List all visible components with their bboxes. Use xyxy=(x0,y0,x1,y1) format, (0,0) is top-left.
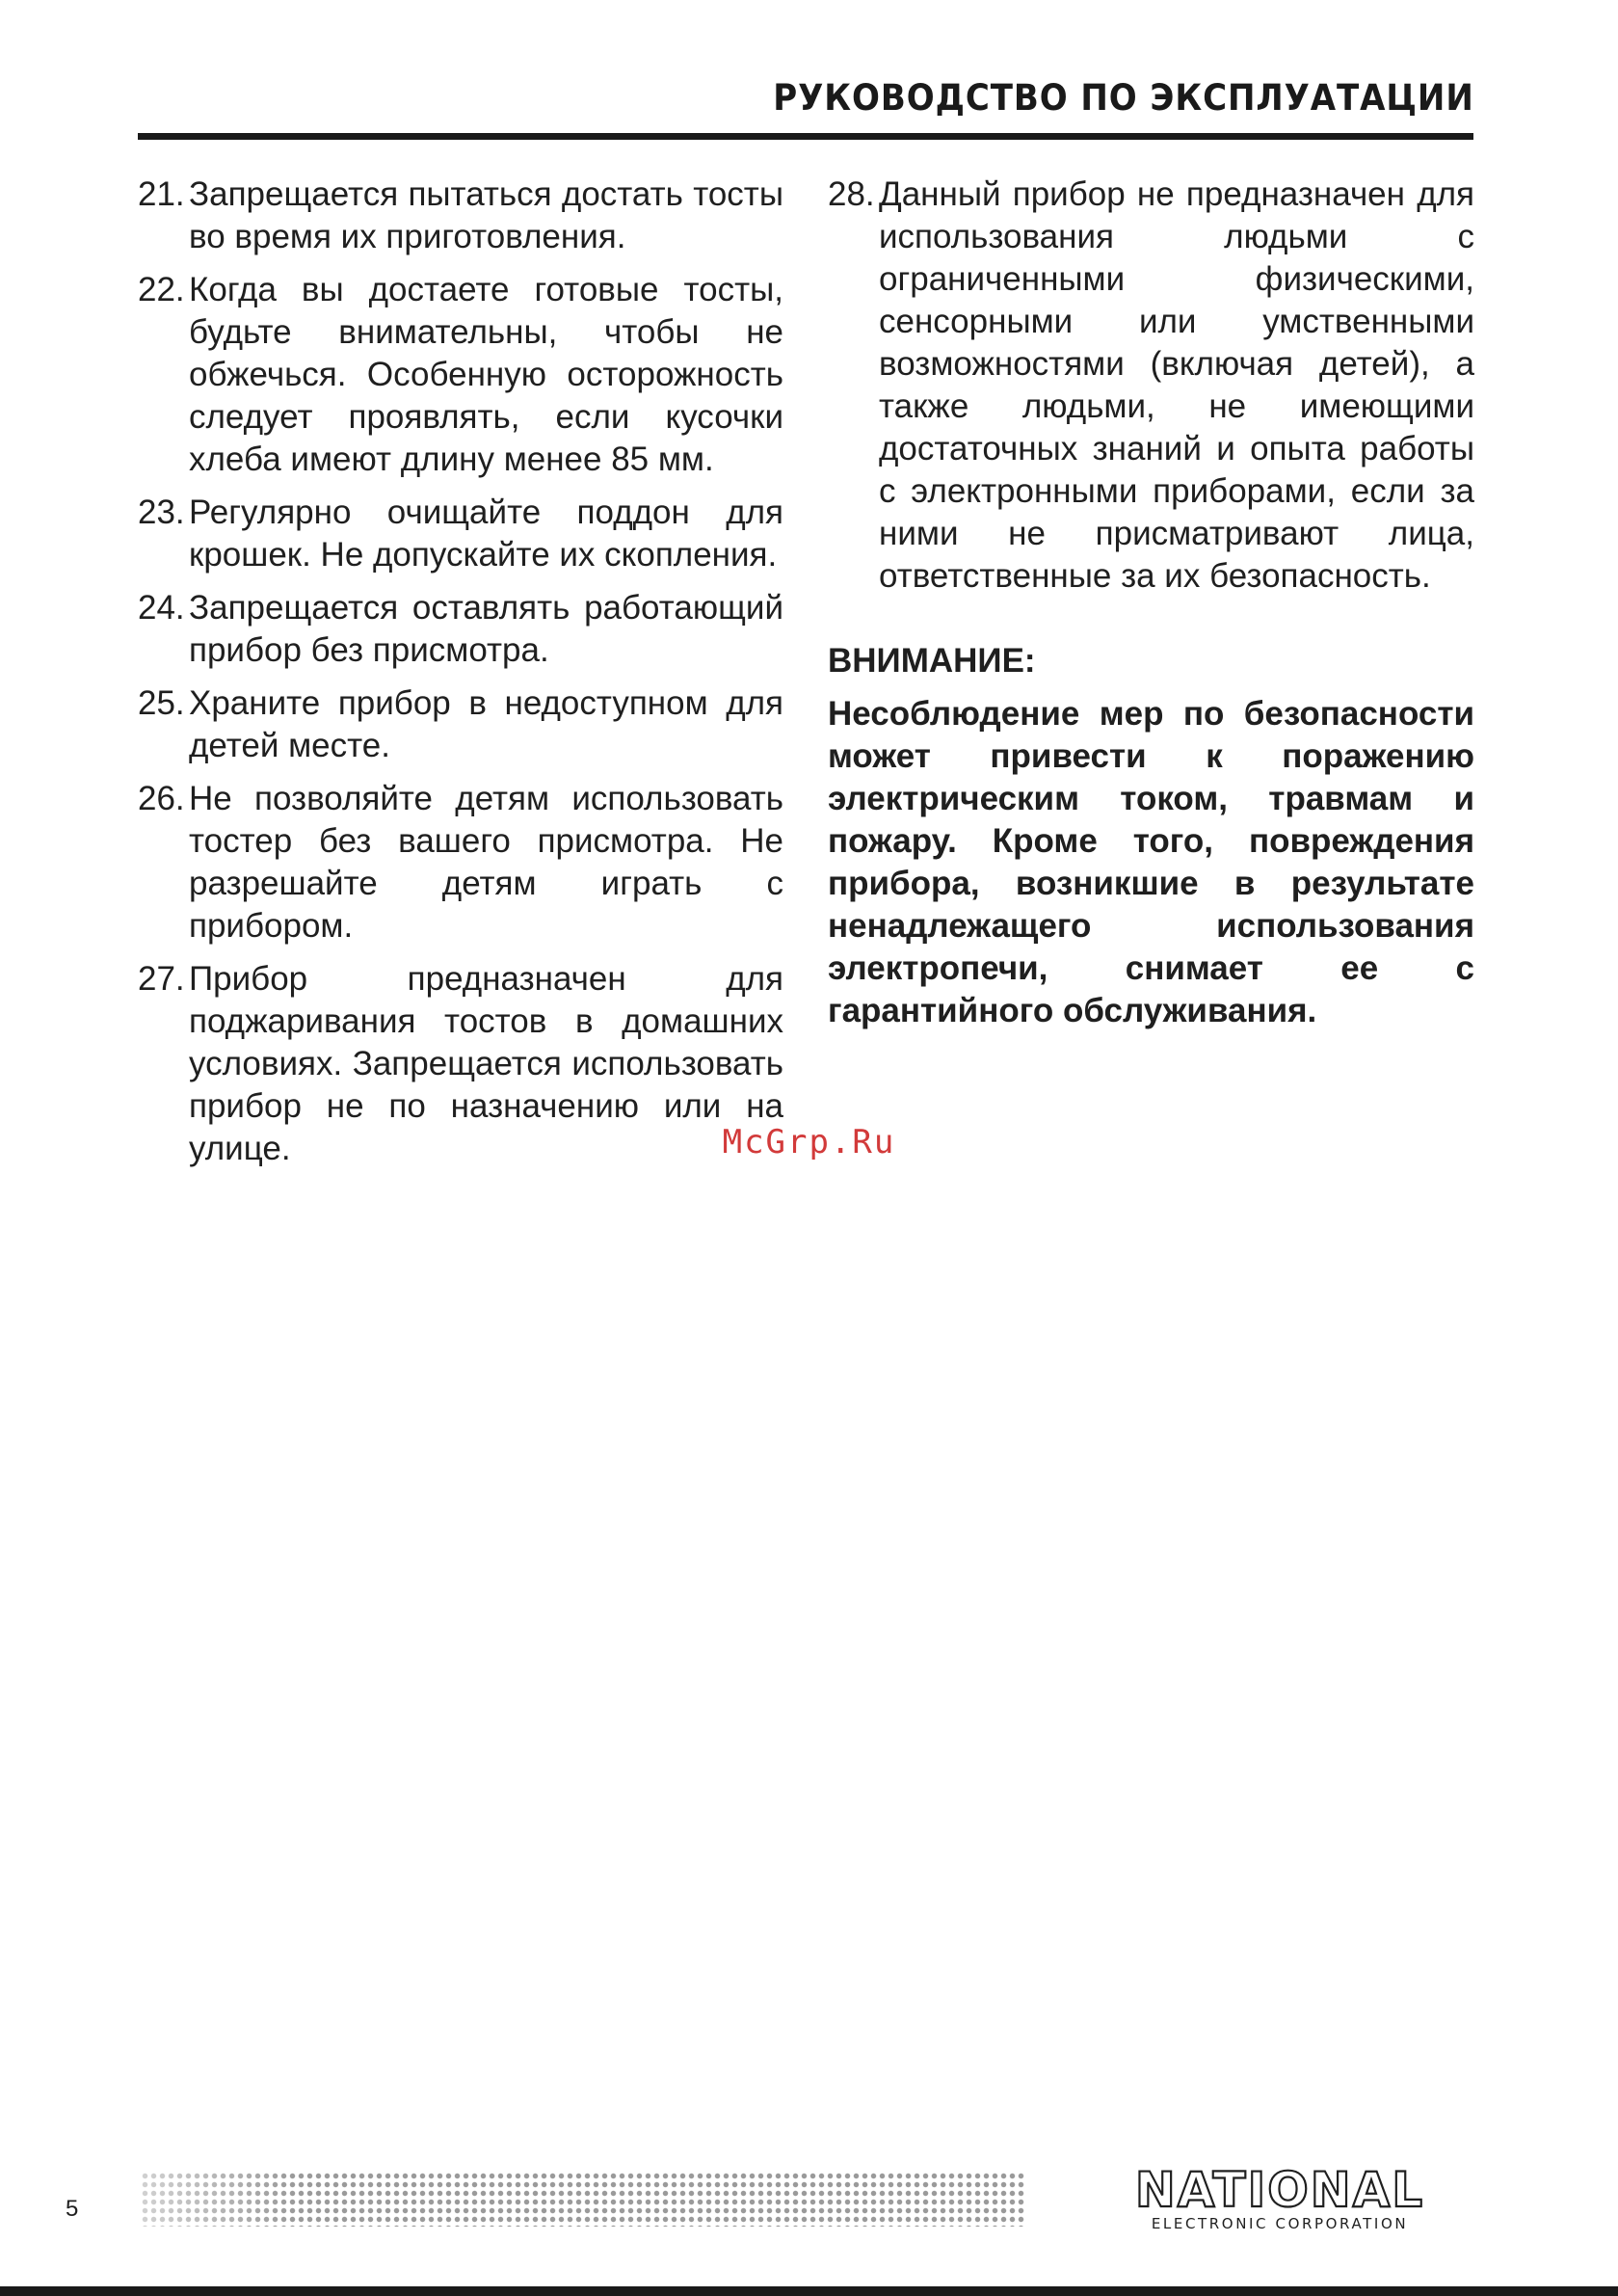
item-number: 26. xyxy=(138,780,185,817)
item-number: 21. xyxy=(138,175,185,213)
item-text: Регулярно очищайте поддон для крошек. Не допускайте их скопления. xyxy=(189,494,783,574)
item-number: 22. xyxy=(138,271,185,308)
page-title: РУКОВОДСТВО ПО ЭКСПЛУАТАЦИИ xyxy=(773,77,1474,119)
list-item xyxy=(138,682,783,767)
item-text: Запрещается оставлять работающий прибор без присмотра. xyxy=(189,589,783,669)
item-number: 27. xyxy=(138,960,185,998)
warning-title: ВНИМАНИЕ: xyxy=(828,642,1036,680)
warning-text: Несоблюдение мер по безопасности может привести к поражению электрическим током, травмам и пожару. Кроме того, повреждения прибора, возникшие в результате ненадлежащего использования электропечи, снимает ее с гарантийного обслуживания. xyxy=(828,695,1474,1029)
item-number: 24. xyxy=(138,589,185,627)
item-number: 25. xyxy=(138,684,185,722)
item-text: Храните прибор в недоступном для детей месте. xyxy=(189,684,783,764)
brand-logo xyxy=(1084,2162,1475,2232)
item-text: Не позволяйте детям использовать тостер без вашего присмотра. Не разрешайте детям играть с прибором. xyxy=(189,780,783,945)
page-number: 5 xyxy=(66,2196,79,2222)
list-item xyxy=(138,587,783,672)
item-number: 28. xyxy=(828,175,875,213)
left-column xyxy=(138,174,783,1181)
list-item xyxy=(138,174,783,258)
item-text: Запрещается пытаться достать тосты во время их приготовления. xyxy=(189,175,783,255)
item-text: Когда вы достаете готовые тосты, будьте внимательны, чтобы не обжечься. Особенную осторожность следует проявлять, если кусочки хлеба имеют длину менее 85 мм. xyxy=(189,271,783,478)
bottom-border xyxy=(0,2286,1618,2296)
logo-wordmark: NATIONAL xyxy=(1134,2162,1425,2218)
list-item xyxy=(138,269,783,481)
item-number: 23. xyxy=(138,494,185,531)
list-item xyxy=(138,492,783,576)
watermark: McGrp.Ru xyxy=(722,1123,896,1161)
item-text: Прибор предназначен для поджаривания тостов в домашних условиях. Запрещается использовать прибор не по назначению или на улице. xyxy=(189,960,783,1167)
item-text: Данный прибор не предназначен для использования людьми с ограниченными физическими, сенсорными или умственными возможностями (включая детей), а также людьми, не имеющими достаточных знаний и опыта работы с электронными приборами, если за ними не присматривают лица, ответственные за их безопасность. xyxy=(879,175,1474,595)
list-item xyxy=(828,174,1474,598)
header-rule xyxy=(138,133,1473,140)
dotted-decoration-fade xyxy=(141,2172,295,2227)
logo-tagline: ELECTRONIC CORPORATION xyxy=(1151,2215,1409,2232)
right-column xyxy=(828,174,1474,1032)
list-item xyxy=(138,778,783,948)
